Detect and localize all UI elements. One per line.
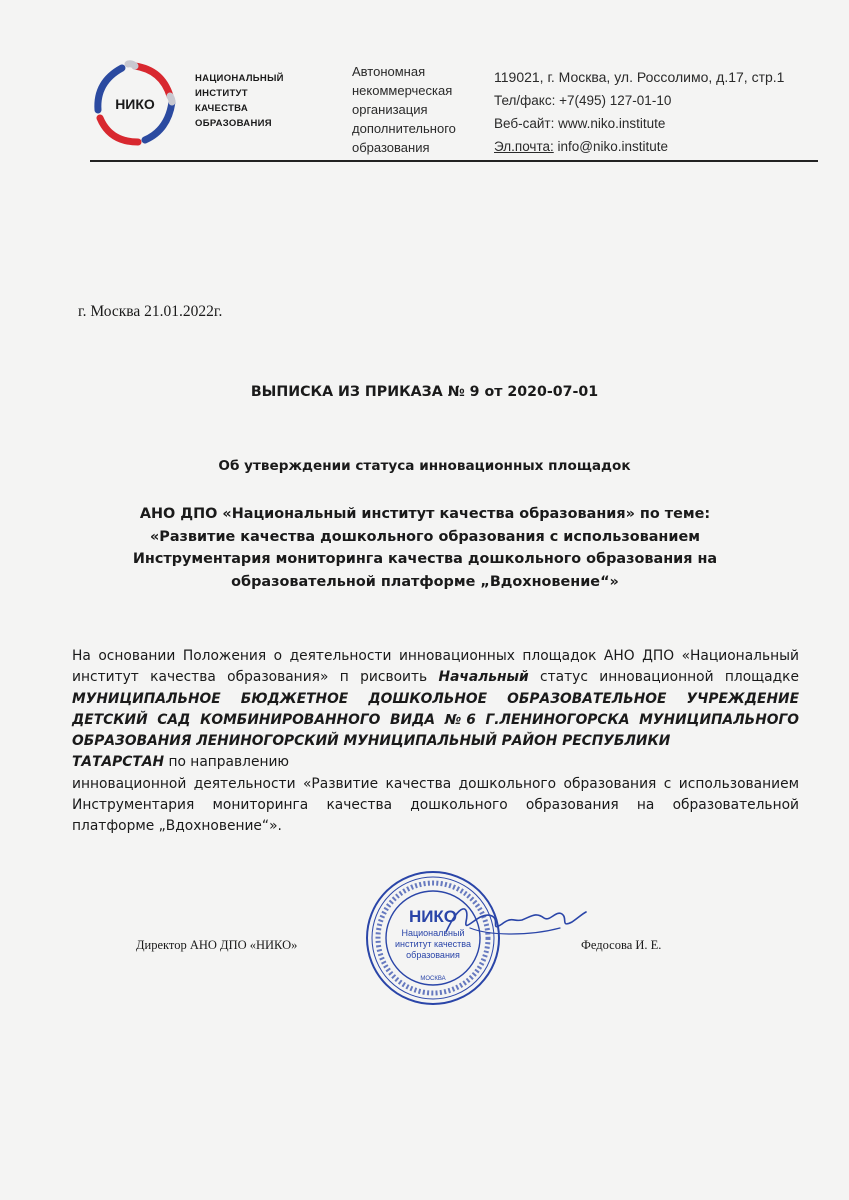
status-value: Начальный — [438, 669, 529, 686]
body-tail: инновационной деятельности «Развитие качества дошкольного образования с использованием Инструментария мониторинга качества дошкольного образования на образовательной платформе „Вдохновение“». — [72, 775, 799, 835]
phone-value: +7(495) 127-01-10 — [559, 93, 672, 108]
theme-line: «Развитие качества дошкольного образования с использованием — [150, 528, 700, 545]
institute-name — [195, 71, 335, 131]
theme-line: АНО ДПО «Национальный институт качества образования» по теме: — [139, 506, 711, 522]
email-row — [494, 135, 834, 158]
signer-position: Директор АНО ДПО «НИКО» — [136, 938, 298, 952]
stamp-city: МОСКВА — [420, 976, 446, 982]
theme-line: образовательной платформе „Вдохновение“» — [231, 573, 619, 590]
institute-line: ОБРАЗОВАНИЯ — [195, 118, 272, 129]
web-link[interactable]: www.niko.institute — [558, 116, 666, 131]
web-row — [494, 112, 834, 135]
stamp-abbr: НИКО — [408, 907, 458, 926]
order-theme — [80, 503, 770, 593]
phone-label: Тел/факс: — [494, 93, 556, 108]
order-title: ВЫПИСКА ИЗ ПРИКАЗА № 9 от 2020-07-01 — [250, 384, 599, 400]
org-type-line: образования — [352, 140, 430, 155]
direction-word: по направлению — [168, 754, 290, 771]
institution-name: МУНИЦИПАЛЬНОЕ БЮДЖЕТНОЕ ДОШКОЛЬНОЕ ОБРАЗОВАТЕЛЬНОЕ УЧРЕЖДЕНИЕ ДЕТСКИЙ САД КОМБИНИРОВАННОГО ВИДА №6 Г.ЛЕНИНОГОРСКА МУНИЦИПАЛЬНОГО ОБРАЗОВАНИЯ ЛЕНИНОГОРСКИЙ МУНИЦИПАЛЬНЫЙ РАЙОН РЕСПУБЛИКИ — [72, 690, 799, 750]
organization-type — [352, 62, 492, 157]
contacts-block — [494, 66, 834, 158]
niko-logo — [90, 58, 180, 148]
logo-abbr: НИКО — [115, 96, 155, 112]
email-link[interactable]: info@niko.institute — [557, 139, 669, 154]
header-divider — [90, 160, 818, 162]
org-type-line: Автономная — [352, 64, 426, 79]
handwritten-signature — [440, 892, 590, 952]
org-type-line: некоммерческая — [352, 83, 453, 98]
phone-row — [494, 89, 834, 112]
order-body — [72, 646, 799, 838]
stamp-line: образования — [406, 950, 460, 960]
order-subject: Об утверждении статуса инновационных площадок — [218, 458, 631, 474]
web-label: Веб-сайт: — [494, 116, 555, 131]
email-label: Эл.почта: — [494, 139, 554, 154]
org-type-line: организация — [352, 102, 428, 117]
theme-line: Инструментария мониторинга качества дошкольного образования на — [132, 551, 718, 567]
institution-name-end: ТАТАРСТАН — [72, 754, 165, 771]
signer-name: Федосова И. Е. — [581, 938, 662, 952]
institute-line: ИНСТИТУТ — [195, 88, 248, 99]
body-intro: На основании Положения о деятельности инновационных площадок АНО ДПО «Национальный институт качества образования» п рисвоить — [72, 648, 799, 686]
institute-line: НАЦИОНАЛЬНЫЙ — [195, 73, 284, 84]
stamp-line: Национальный — [401, 928, 465, 938]
org-type-line: дополнительного — [352, 121, 456, 136]
stamp-line: институт качества — [395, 939, 471, 949]
address: 119021, г. Москва, ул. Россолимо, д.17, стр.1 — [494, 69, 785, 85]
institute-line: КАЧЕСТВА — [195, 103, 249, 114]
status-suffix: статус инновационной площадке — [540, 669, 799, 686]
city-date: г. Москва 21.01.2022г. — [78, 303, 223, 320]
